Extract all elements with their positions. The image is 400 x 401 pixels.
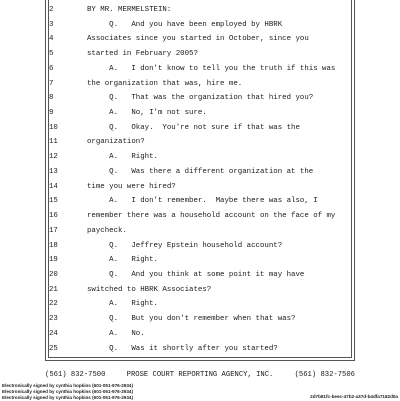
line-text: paycheck. [87,226,127,235]
line-number: 13 [49,167,58,176]
line-text: A. Right. [87,153,158,162]
line-text: Q. That was the organization that hired you? [87,94,314,103]
line-text: the organization that was, hire me. [87,79,243,88]
line-text: remember there was a household account on the face of my [87,212,336,221]
line-text: A. Right. [87,300,158,309]
line-text: started in February 2005? [87,50,198,59]
line-number: 3 [49,20,54,29]
line-number: 12 [49,153,58,162]
document-hash: 2d7b81fc-beec-47b2-a37d-b4dfa7182d0a [310,394,398,399]
transcript-line [46,32,352,47]
line-text: A. Right. [87,256,158,265]
line-number: 11 [49,138,58,147]
transcript-line [46,209,352,224]
transcript-line [46,121,352,136]
line-text: A. No, I'm not sure. [87,109,207,118]
line-text: A. I don't know to tell you the truth if this was [87,64,336,73]
transcript-line [46,150,352,165]
line-text: BY MR. MERMELSTEIN: [87,6,172,14]
e-signature-line: Electronically signed by cynthia hopkins (601-051-976-2934) [2,395,133,400]
line-number: 16 [49,212,58,221]
transcript-line [46,342,352,357]
line-number: 17 [49,226,58,235]
line-number: 7 [49,79,54,88]
line-number: 21 [49,285,58,294]
e-signature-line: Electronically signed by cynthia hopkins (601-051-976-2934) [2,389,133,394]
line-number: 9 [49,109,54,118]
transcript-line [46,91,352,106]
transcript-line [46,3,352,18]
line-text: Q. Was it shortly after you started? [87,344,278,353]
transcript-line [46,18,352,33]
page-footer [45,371,355,379]
line-number: 18 [49,241,58,250]
line-number: 24 [49,329,58,338]
line-number: 20 [49,270,58,279]
transcript-line [46,62,352,77]
transcript-line [46,283,352,298]
line-text: time you were hired? [87,182,176,191]
line-number: 6 [49,64,54,73]
transcript-line [46,165,352,180]
transcript-line [46,268,352,283]
line-number: 19 [49,256,58,265]
e-signature-line: Electronically signed by cynthia hopkins (601-051-976-2934) [2,383,133,388]
transcript-line [46,47,352,62]
line-number: 8 [49,94,54,103]
line-number: 2 [49,6,54,14]
line-number: 10 [49,123,58,132]
line-number: 15 [49,197,58,206]
transcript-line [46,194,352,209]
transcript-line [46,135,352,150]
line-number: 23 [49,315,58,324]
line-text: A. I don't remember. Maybe there was also, I [87,197,318,206]
transcript-line [46,106,352,121]
line-number: 22 [49,300,58,309]
transcript-line [46,224,352,239]
line-text: organization? [87,138,145,147]
line-text: Q. And you think at some point it may have [87,270,305,279]
line-text: Q. Was there a different organization at the [87,167,314,176]
transcript-lines [46,3,352,356]
line-number: 5 [49,50,54,59]
line-text: Q. And you have been employed by HBRK [87,20,283,29]
transcript-line [46,327,352,342]
line-text: Q. But you don't remember when that was? [87,315,296,324]
transcript-line [46,77,352,92]
line-text: switched to HBRK Associates? [87,285,212,294]
transcript-line [46,312,352,327]
line-text: Associates since you started in October, since you [87,35,309,44]
line-text: Q. Jeffrey Epstein household account? [87,241,283,250]
line-number: 14 [49,182,58,191]
line-text: A. No. [87,329,145,338]
transcript-line [46,253,352,268]
transcript-line [46,180,352,195]
transcript-line [46,239,352,254]
footer-phone-left: (561) 832-7500 [45,371,106,379]
line-text: Q. Okay. You're not sure if that was the [87,123,300,132]
line-number: 4 [49,35,54,44]
footer-agency: PROSE COURT REPORTING AGENCY, INC. [126,371,274,379]
footer-phone-right: (561) 832-7506 [294,371,355,379]
line-number: 25 [49,344,58,353]
transcript-line [46,297,352,312]
